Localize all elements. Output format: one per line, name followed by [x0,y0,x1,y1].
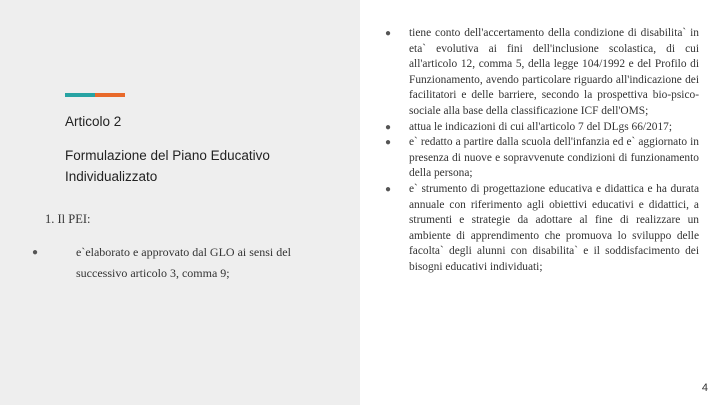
list-item [385,26,699,120]
pei-heading: 1. Il PEI: [45,212,91,226]
article-label: Articolo 2 [65,114,122,129]
list-item [32,242,332,283]
left-bullet-list [32,242,332,283]
section-title: Formulazione del Piano Educativo Individualizzato [65,148,270,184]
accent-bar-orange [95,93,125,97]
list-item-text: e`elaborato e approvato dal GLO ai sensi del successivo articolo 3, comma 9; [76,245,291,280]
right-bullet-list [385,26,699,276]
list-item [385,135,699,182]
list-item-text: e` redatto a partire dalla scuola dell'infanzia ed e` aggiornato in presenza di nuove e sopravvenute condizioni di funzionamento della persona; [409,136,699,180]
list-item [385,182,699,276]
page-number: 4 [701,382,708,394]
bullet-icon: ● [385,121,392,133]
list-item-text: attua le indicazioni di cui all'articolo 7 del DLgs 66/2017; [409,120,673,133]
list-item-text: tiene conto dell'accertamento della condizione di disabilita` in eta` evolutiva ai fini dell'inclusione scolastica, di cui all'articolo 12, comma 5, della legge 104/1992 e del Profilo di Funzionamento, avendo particolare riguardo all'indicazione dei facilitatori e delle barriere, secondo la prospettiva bio-psico-sociale alla base della classificazione ICF dell'OMS; [409,27,699,117]
list-item-text: e` strumento di progettazione educativa e didattica e ha durata annuale con riferimento agli obiettivi educativi e didattici, a strumenti e strategie da adottare al fine di realizzare un ambiente di apprendimento che promuova lo sviluppo delle facolta` degli alunni con disabilita` e il soddisfacimento dei bisogni educativi individuati; [409,182,699,273]
bullet-icon: ● [385,137,392,149]
bullet-icon: ● [385,28,392,39]
accent-bar-teal [65,93,95,97]
bullet-icon: ● [385,183,392,195]
bullet-icon: ● [32,247,39,258]
list-item [385,120,699,136]
